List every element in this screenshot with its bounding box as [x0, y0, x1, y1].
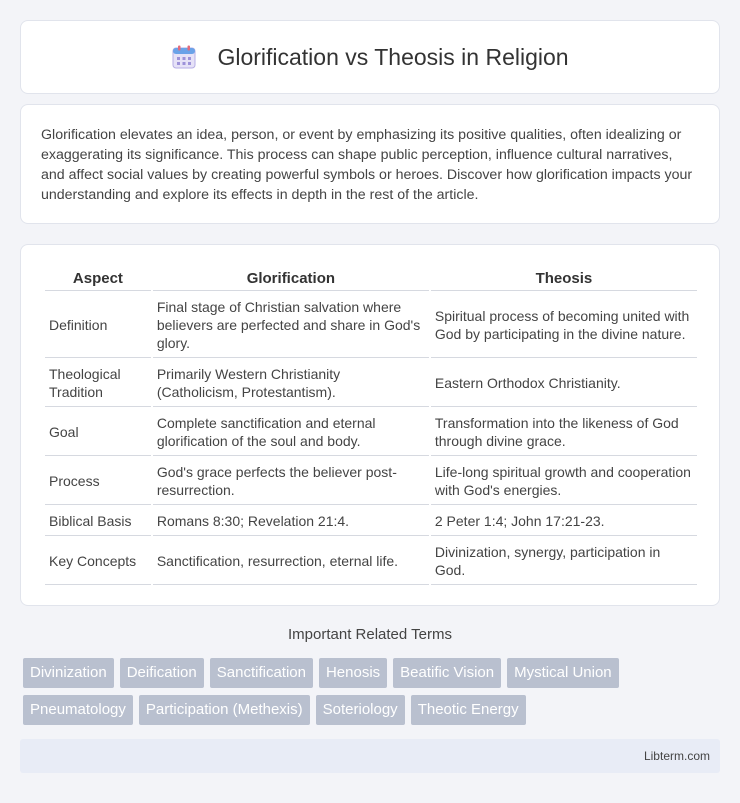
- row-aspect: Theological Tradition: [45, 360, 151, 407]
- row-aspect: Definition: [45, 293, 151, 358]
- related-terms-title: Important Related Terms: [288, 626, 452, 643]
- table-row: [45, 409, 697, 456]
- title-card: [20, 20, 720, 94]
- row-theosis: Divinization, synergy, participation in God.: [431, 538, 697, 585]
- table-row: [45, 507, 697, 536]
- tag-divinization[interactable]: Divinization: [23, 658, 114, 688]
- header-aspect: Aspect: [45, 267, 151, 291]
- row-theosis: Eastern Orthodox Christianity.: [431, 360, 697, 407]
- row-glorification: Final stage of Christian salvation where believers are perfected and share in God's glory.: [153, 293, 429, 358]
- tag-soteriology[interactable]: Soteriology: [316, 695, 405, 725]
- table-row: [45, 360, 697, 407]
- row-glorification: God's grace perfects the believer post-resurrection.: [153, 458, 429, 505]
- row-theosis: 2 Peter 1:4; John 17:21-23.: [431, 507, 697, 536]
- header-glorification: Glorification: [153, 267, 429, 291]
- tag-participation-methexis[interactable]: Participation (Methexis): [139, 695, 310, 725]
- intro-paragraph: Glorification elevates an idea, person, or event by emphasizing its positive qualities, often idealizing or exaggerating its significance. This process can shape public perception, influence cultural narratives, and affect social values by creating powerful symbols or heroes. Discover how glorification impacts your understanding and explore its effects in depth in the rest of the article.: [41, 127, 693, 203]
- footer-site-link[interactable]: Libterm.com: [643, 749, 710, 763]
- comparison-table: [43, 265, 699, 587]
- comparison-card: [20, 244, 720, 606]
- header-theosis: Theosis: [431, 267, 697, 291]
- tag-pneumatology[interactable]: Pneumatology: [23, 695, 133, 725]
- table-row: [45, 458, 697, 505]
- page-title: Glorification vs Theosis in Religion: [217, 43, 569, 70]
- intro-card: [20, 104, 720, 224]
- row-aspect: Process: [45, 458, 151, 505]
- tag-deification[interactable]: Deification: [120, 658, 204, 688]
- row-glorification: Sanctification, resurrection, eternal life.: [153, 538, 429, 585]
- row-aspect: Key Concepts: [45, 538, 151, 585]
- tag-sanctification[interactable]: Sanctification: [210, 658, 313, 688]
- tag-mystical-union[interactable]: Mystical Union: [507, 658, 619, 688]
- table-header-row: [45, 267, 697, 291]
- row-aspect: Goal: [45, 409, 151, 456]
- footer: [20, 739, 720, 773]
- tag-henosis[interactable]: Henosis: [319, 658, 387, 688]
- row-theosis: Life-long spiritual growth and cooperation with God's energies.: [431, 458, 697, 505]
- table-row: [45, 293, 697, 358]
- related-terms-list: [23, 658, 723, 732]
- row-theosis: Transformation into the likeness of God through divine grace.: [431, 409, 697, 456]
- tag-theotic-energy[interactable]: Theotic Energy: [411, 695, 526, 725]
- tag-beatific-vision[interactable]: Beatific Vision: [393, 658, 501, 688]
- calendar-icon: [171, 44, 197, 70]
- row-glorification: Complete sanctification and eternal glorification of the soul and body.: [153, 409, 429, 456]
- row-glorification: Romans 8:30; Revelation 21:4.: [153, 507, 429, 536]
- table-row: [45, 538, 697, 585]
- row-glorification: Primarily Western Christianity (Catholicism, Protestantism).: [153, 360, 429, 407]
- row-aspect: Biblical Basis: [45, 507, 151, 536]
- row-theosis: Spiritual process of becoming united with God by participating in the divine nature.: [431, 293, 697, 358]
